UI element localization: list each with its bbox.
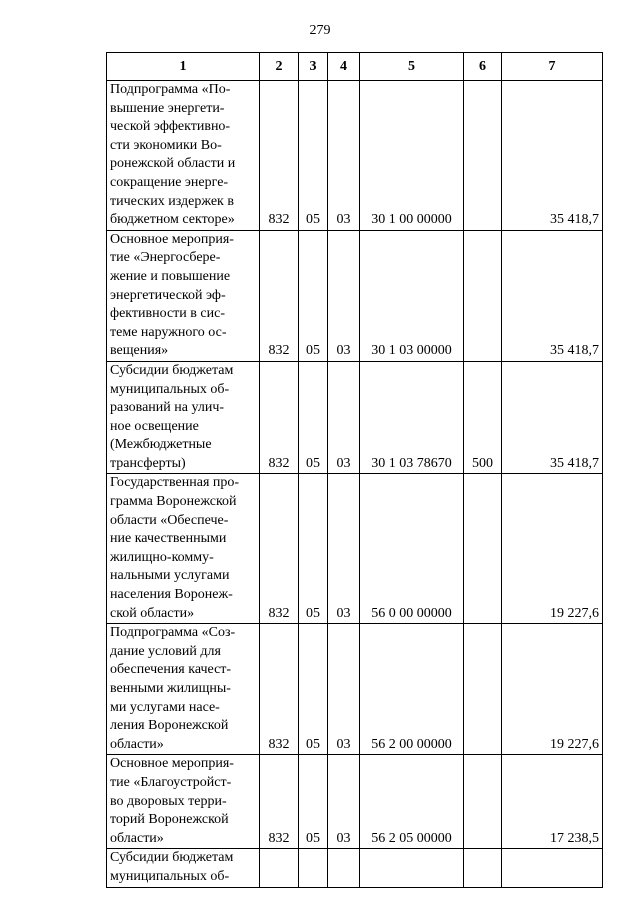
subsection-cell: 03	[328, 474, 360, 624]
header-row	[107, 53, 603, 81]
budget-table	[106, 52, 603, 888]
subsection-cell: 03	[328, 230, 360, 361]
ministry-code-cell: 832	[260, 624, 299, 755]
name-line: ми услугами насе-	[110, 699, 220, 715]
amount-cell: 35 418,7	[502, 361, 603, 474]
name-line: разований на улич-	[110, 400, 225, 416]
row-name-cell	[107, 361, 260, 474]
ministry-code-cell: 832	[260, 755, 299, 849]
header-col-6: 6	[464, 53, 502, 81]
section-cell: 05	[299, 474, 328, 624]
name-line: Основное мероприя-	[110, 231, 234, 247]
name-line: ской области»	[110, 605, 195, 621]
subsection-cell: 03	[328, 755, 360, 849]
table-row	[107, 624, 603, 755]
target-article-cell: 30 1 03 00000	[360, 230, 464, 361]
name-line: Основное мероприя-	[110, 756, 234, 772]
header-col-1: 1	[107, 53, 260, 81]
expense-type-cell	[464, 755, 502, 849]
header-col-7: 7	[502, 53, 603, 81]
amount-cell	[502, 849, 603, 887]
header-col-2: 2	[260, 53, 299, 81]
section-cell: 05	[299, 361, 328, 474]
name-line: населения Воронеж-	[110, 587, 233, 603]
name-line: муниципальных об-	[110, 381, 230, 397]
name-line: Подпрограмма «По-	[110, 82, 231, 97]
target-article-cell	[360, 849, 464, 887]
name-line: области «Обеспече-	[110, 512, 229, 528]
row-name-cell	[107, 474, 260, 624]
name-line: грамма Воронежской	[110, 494, 237, 510]
row-name-cell	[107, 849, 260, 887]
name-line: ческой эффективно-	[110, 119, 231, 135]
name-line: сокращение энерге-	[110, 174, 229, 190]
target-article-cell: 56 2 00 00000	[360, 624, 464, 755]
amount-cell: 19 227,6	[502, 624, 603, 755]
row-name-cell	[107, 230, 260, 361]
ministry-code-cell: 832	[260, 361, 299, 474]
name-line: области»	[110, 736, 164, 752]
table-row	[107, 474, 603, 624]
subsection-cell: 03	[328, 361, 360, 474]
row-name-cell	[107, 755, 260, 849]
subsection-cell	[328, 849, 360, 887]
name-line: фективности в сис-	[110, 306, 225, 322]
name-line: вещения»	[110, 343, 169, 359]
header-col-3: 3	[299, 53, 328, 81]
expense-type-cell: 500	[464, 361, 502, 474]
ministry-code-cell: 832	[260, 474, 299, 624]
name-line: области»	[110, 830, 164, 846]
section-cell: 05	[299, 81, 328, 231]
ministry-code-cell	[260, 849, 299, 887]
name-line: сти экономики Во-	[110, 137, 222, 153]
name-line: Государственная про-	[110, 475, 240, 491]
name-line: венными жилищны-	[110, 681, 231, 696]
name-line: вышение энергети-	[110, 100, 225, 116]
target-article-cell: 56 2 05 00000	[360, 755, 464, 849]
name-line: обеспечения качест-	[110, 662, 232, 678]
name-line: ное освещение	[110, 418, 199, 434]
table-row	[107, 81, 603, 231]
name-line: теме наружного ос-	[110, 324, 227, 340]
ministry-code-cell: 832	[260, 81, 299, 231]
name-line: трансферты)	[110, 455, 186, 471]
target-article-cell: 30 1 03 78670	[360, 361, 464, 474]
name-line: тических издержек в	[110, 193, 234, 209]
table-row	[107, 755, 603, 849]
target-article-cell: 30 1 00 00000	[360, 81, 464, 231]
name-line: энергетической эф-	[110, 287, 226, 303]
name-line: нальными услугами	[110, 568, 230, 584]
name-line: ления Воронежской	[110, 718, 229, 734]
name-line: Субсидии бюджетам	[110, 362, 234, 378]
name-line: Субсидии бюджетам	[110, 850, 234, 866]
amount-cell: 35 418,7	[502, 81, 603, 231]
amount-cell: 19 227,6	[502, 474, 603, 624]
name-line: дание условий для	[110, 643, 221, 659]
row-name-cell	[107, 624, 260, 755]
table-row	[107, 361, 603, 474]
ministry-code-cell: 832	[260, 230, 299, 361]
name-line: во дворовых терри-	[110, 793, 227, 809]
name-line: ние качественными	[110, 531, 227, 547]
name-line: муниципальных об-	[110, 868, 230, 884]
name-line: ронежской области и	[110, 156, 236, 172]
name-line: тие «Энергосбере-	[110, 250, 221, 266]
section-cell: 05	[299, 624, 328, 755]
subsection-cell: 03	[328, 81, 360, 231]
amount-cell: 35 418,7	[502, 230, 603, 361]
name-line: тие «Благоустройст-	[110, 774, 232, 790]
expense-type-cell	[464, 624, 502, 755]
amount-cell: 17 238,5	[502, 755, 603, 849]
name-line: бюджетном секторе»	[110, 212, 235, 228]
section-cell: 05	[299, 755, 328, 849]
name-line: жение и повышение	[110, 268, 231, 284]
section-cell	[299, 849, 328, 887]
expense-type-cell	[464, 474, 502, 624]
name-line: (Межбюджетные	[110, 437, 212, 453]
expense-type-cell	[464, 81, 502, 231]
table-row	[107, 849, 603, 887]
expense-type-cell	[464, 230, 502, 361]
table-row	[107, 230, 603, 361]
subsection-cell: 03	[328, 624, 360, 755]
section-cell: 05	[299, 230, 328, 361]
name-line: Подпрограмма «Соз-	[110, 625, 236, 641]
row-name-cell	[107, 81, 260, 231]
header-col-5: 5	[360, 53, 464, 81]
expense-type-cell	[464, 849, 502, 887]
name-line: торий Воронежской	[110, 812, 229, 828]
page-number: 279	[309, 23, 331, 38]
header-col-4: 4	[328, 53, 360, 81]
name-line: жилищно-комму-	[110, 549, 214, 565]
target-article-cell: 56 0 00 00000	[360, 474, 464, 624]
